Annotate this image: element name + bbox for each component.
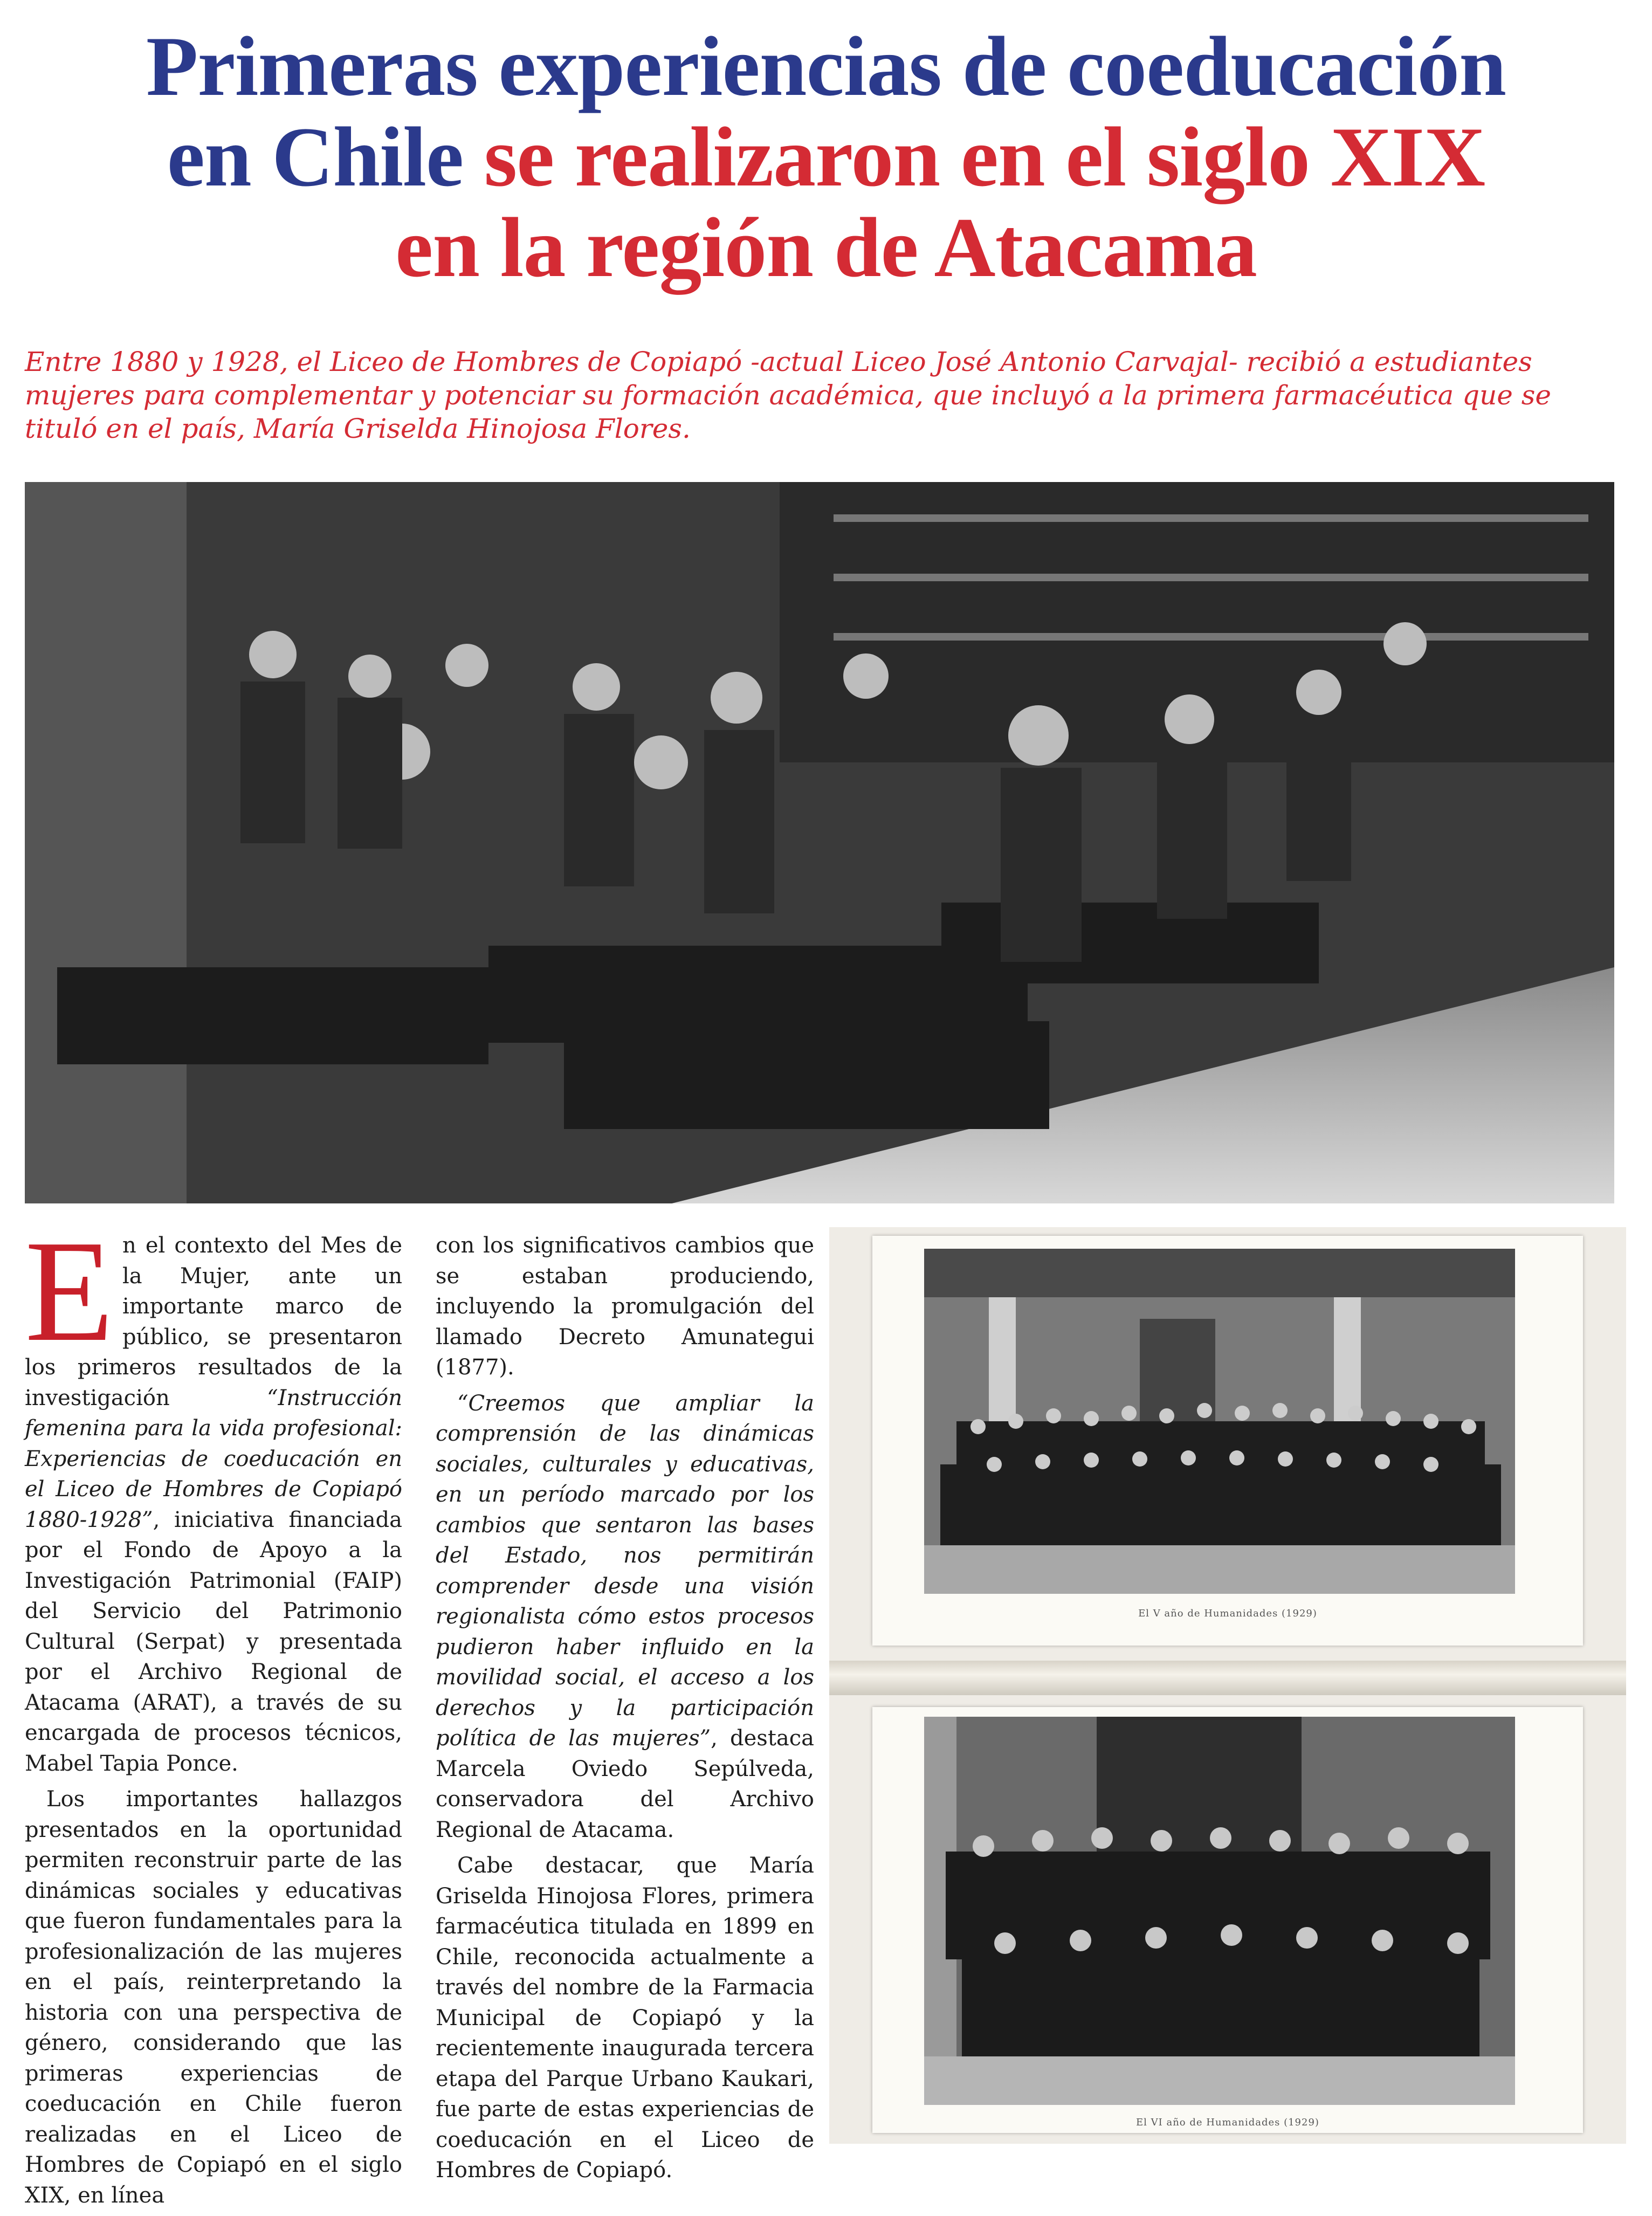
headline-blue-1: Primeras experiencias de coeducación (146, 19, 1506, 114)
article-column-2 (436, 1230, 814, 2191)
group-photo-1929-vi (924, 1717, 1515, 2105)
headline-line-3 (0, 203, 1652, 293)
album-page-top (872, 1236, 1583, 1646)
paragraph-2: Los importantes hallazgos presentados en la oportunidad permiten reconstruir parte de las dinámicas sociales y educativas que fueron fundamentales para la profesionalización de las mujeres en el país, reinterpretando la historia con una perspectiva de género, considerando que las primeras experiencias de coeducación en Chile fueron realizadas en el Liceo de Hombres de Copiapó en el siglo XIX, en línea (25, 1787, 402, 2208)
paragraph-4: Cabe destacar, que María Griselda Hinojosa Flores, primera farmacéutica titulada en 1899 en Chile, reconocida actualmente a través del nombre de la Farmacia Municipal de Copiapó y la recientemente inaugurada tercera etapa del Parque Urbano Kaukari, fue parte de estas experiencias de coeducación en el Liceo de Hombres de Copiapó. (436, 1853, 814, 2183)
paragraph-1-lead: n el contexto del Mes de la Mujer, ante un importante marco de público, se presentaron los primeros resultados de la investigación (25, 1233, 402, 1410)
caption-top: El V año de Humanidades (1929) (1138, 1608, 1317, 1619)
quote: “Creemos que ampliar la comprensión de las dinámicas sociales, culturales y educativas, en un período marcado por los cambios que sentaron las bases del Estado, nos permitirán comprender desde una visión regionalista cómo estos procesos pudieron haber influido en la movilidad social, el acceso a los derechos y la participación política de las mujeres” (436, 1391, 814, 1751)
headline-red-2: se realizaron en el siglo XIX (484, 110, 1485, 204)
classroom-photo-illustration (25, 482, 1614, 1203)
article-column-1 (25, 1210, 402, 2216)
headline-line-2 (0, 112, 1652, 203)
study-title: “Instrucción femenina para la vida profesional: Experiencias de coeducación en el Liceo de Hombres de Copiapó 1880-1928” (25, 1385, 402, 1532)
paragraph-1-tail: , iniciativa financiada por el Fondo de Apoyo a la Investigación Patrimonial (FAIP) del Servicio del Patrimonio Cultural (Serpat) y presentada por el Archivo Regional de Atacama (ARAT), a través de su encargada de procesos técnicos, Mabel Tapia Ponce. (25, 1507, 402, 1776)
classroom-photo (25, 482, 1614, 1203)
paragraph-2-continued: con los significativos cambios que se estaban produciendo, incluyendo la promulgación del llamado Decreto Amunategui (1877). (436, 1233, 814, 1380)
headline (0, 19, 1652, 295)
headline-red-3: en la región de Atacama (395, 201, 1257, 295)
headline-line-1 (0, 19, 1652, 114)
group-photo-v-illustration (924, 1249, 1515, 1594)
lede: Entre 1880 y 1928, el Liceo de Hombres de Copiapó -actual Liceo José Antonio Carvajal- recibió a estudiantes mujeres para complementar y potenciar su formación académica, que incluyó a la primera farmacéutica que se tituló en el país, María Griselda Hinojosa Flores. (25, 346, 1552, 444)
group-photo-vi-illustration (924, 1717, 1515, 2105)
album-fold (829, 1661, 1626, 1695)
quote-attribution: , destaca Marcela Oviedo Sepúlveda, conservadora del Archivo Regional de Atacama. (436, 1726, 815, 1842)
paragraph-1 (25, 1210, 402, 1779)
headline-blue-2: en Chile (167, 110, 464, 204)
caption-bottom: El VI año de Humanidades (1929) (1136, 2117, 1319, 2128)
group-photo-1929-v (924, 1249, 1515, 1594)
album-page-bottom (872, 1707, 1583, 2133)
drop-cap: E (25, 1210, 114, 1372)
paragraph-3 (436, 1388, 814, 1846)
